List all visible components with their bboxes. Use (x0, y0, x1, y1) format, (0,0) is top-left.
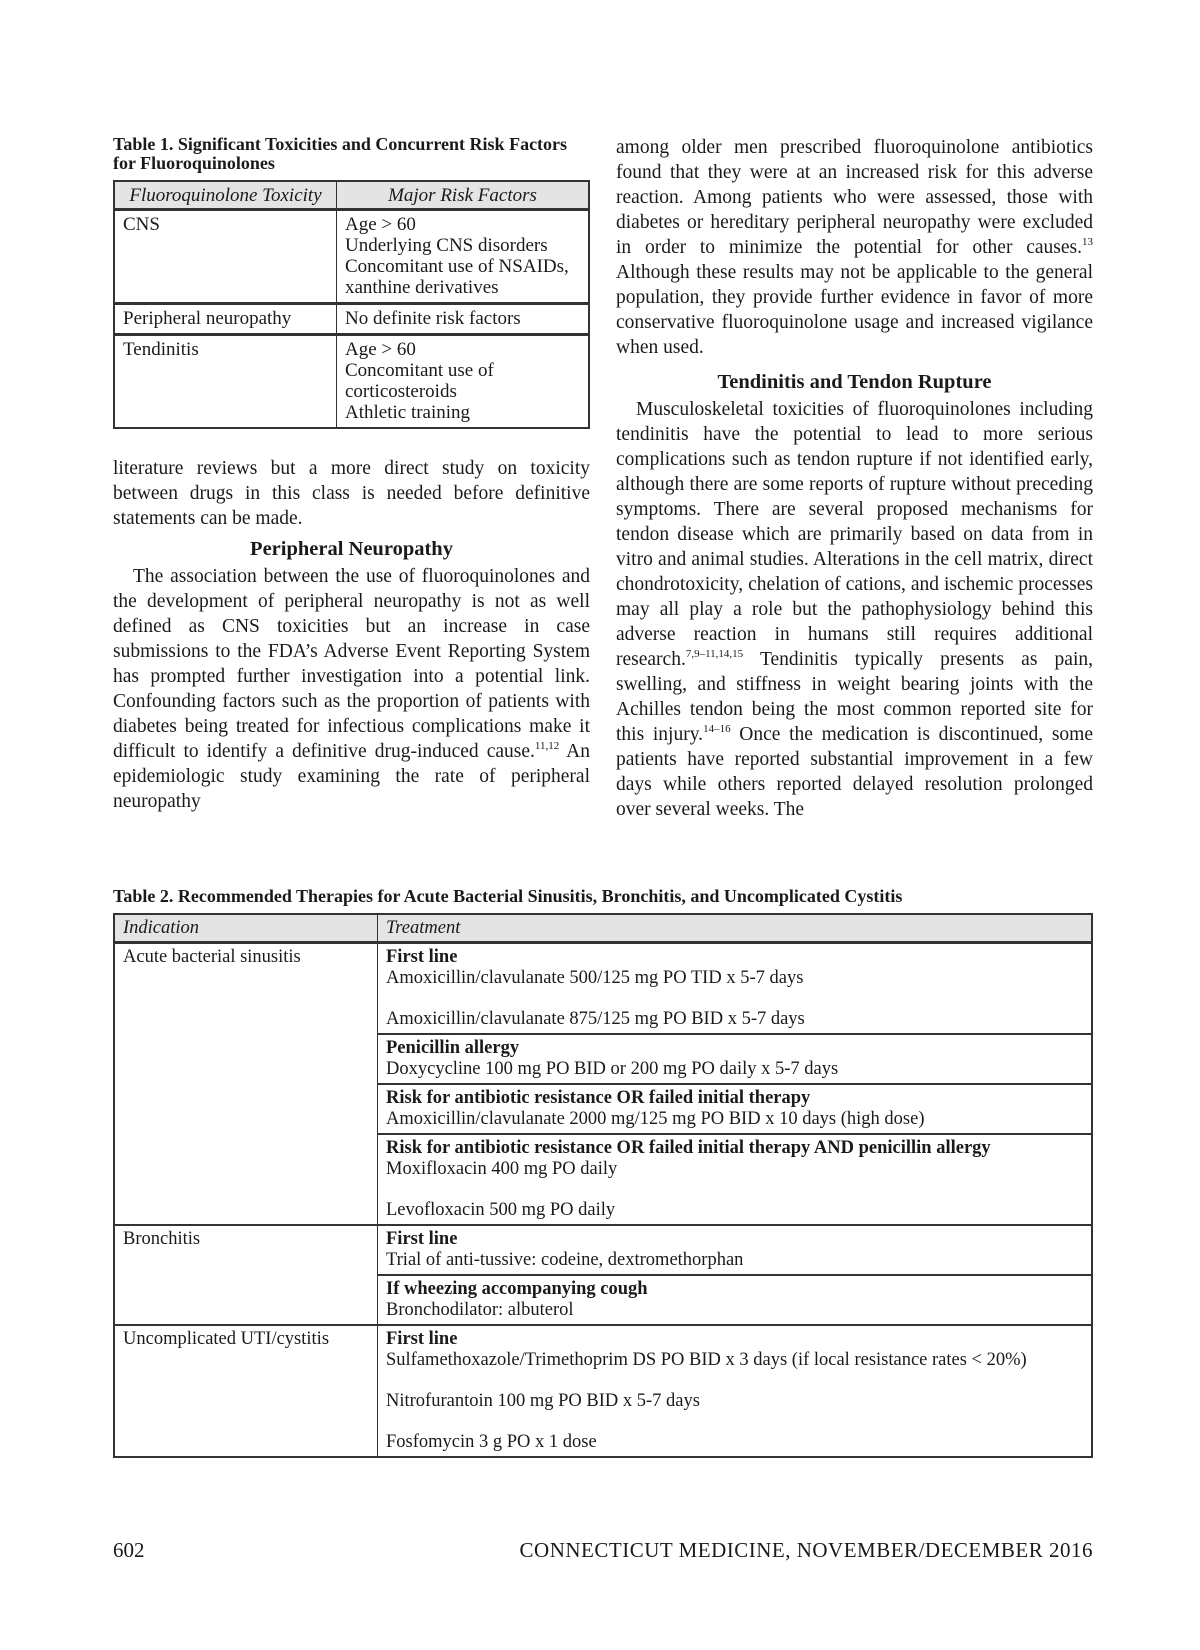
risk-factor: Underlying CNS disorders (345, 235, 548, 256)
table2-caption: Table 2. Recommended Therapies for Acute Bacterial Sinusitis, Bronchitis, and Uncomplicated Cystitis (113, 886, 903, 906)
treatment-line: Bronchodilator: albuterol (386, 1300, 574, 1320)
treatment-line: Nitrofurantoin 100 mg PO BID x 5-7 days (386, 1391, 700, 1411)
citation-ref: 14–16 (703, 722, 731, 735)
section-heading-peripheral-neuropathy: Peripheral Neuropathy (250, 538, 453, 560)
citation-ref: 11,12 (534, 739, 560, 752)
body-paragraph: The association between the use of fluoroquinolones and the development of peripheral neuropathy is not as well defined as CNS toxicities but an increase in case submissions to the FDA’s Adverse Event Reporting System has prompted further investigation into a potential link. Confounding factors such as the proportion of patients with diabetes being treated for infectious complications make it difficult to identify a definitive drug-induced cause.$^{11,12}$ An epidemiologic study examining the rate of peripheral neuropathy (113, 566, 590, 812)
treatment-group (378, 1225, 1093, 1275)
citation-ref: 7,9–11,14,15 (685, 647, 744, 660)
table2 (113, 913, 1093, 1458)
section-heading-tendinitis: Tendinitis and Tendon Rupture (717, 371, 992, 393)
risk-factor: Age > 60 (345, 339, 416, 360)
treatment-line: Levofloxacin 500 mg PO daily (386, 1200, 616, 1220)
treatment-group (378, 1325, 1093, 1457)
table-row (114, 335, 589, 429)
treatment-line: Doxycycline 100 mg PO BID or 200 mg PO daily x 5-7 days (386, 1059, 839, 1079)
page-footer (113, 1538, 1093, 1568)
table1-header-risk-factors: Major Risk Factors (337, 181, 590, 210)
body-paragraph: Musculoskeletal toxicities of fluoroquinolones including tendinitis have the potential to lead to more serious complications such as tendon rupture if not identified early, although there are some reports of rupture without preceding symptoms. There are several proposed mechanisms for tendon disease which are primarily based on data from in vitro and animal studies. Alterations in the cell matrix, direct chondrotoxicity, chelation of cations, and ischemic processes may all play a role but the pathophysiology behind this adverse reaction in humans still requires additional research.$^{7,9-11,14,15}$ Tendinitis typically presents as pain, swelling, and stiffness in weight bearing joints with the Achilles tendon being the most common reported site for this injury.$^{14-16}$ Once the medication is discontinued, some patients have reported substantial improvement in a few days while others reported delayed resolution prolonged over several weeks. The (616, 399, 1093, 820)
table1-toxicity-cell: Tendinitis (114, 335, 337, 429)
table1-toxicity-cell: CNS (114, 210, 337, 304)
page-number: 602 (113, 1538, 145, 1562)
risk-factor: Age > 60 (345, 214, 416, 235)
table2-header-indication: Indication (114, 914, 378, 943)
table1-toxicity-cell: Peripheral neuropathy (114, 304, 337, 335)
treatment-line: Moxifloxacin 400 mg PO daily (386, 1159, 618, 1179)
risk-factor: Athletic training (345, 402, 471, 423)
table1-header-toxicity: Fluoroquinolone Toxicity (114, 181, 337, 210)
treatment-group (378, 1084, 1093, 1134)
treatment-group-title: Penicillin allergy (386, 1038, 520, 1058)
indication-cell: Acute bacterial sinusitis (114, 943, 378, 1226)
risk-factor: No definite risk factors (345, 308, 521, 329)
treatment-group-title: First line (386, 947, 458, 967)
treatment-line: Amoxicillin/clavulanate 875/125 mg PO BID x 5-7 days (386, 1009, 805, 1029)
treatment-group (378, 1034, 1093, 1084)
treatment-group-title: Risk for antibiotic resistance OR failed initial therapy (386, 1088, 811, 1108)
table1-risk-cell (337, 335, 590, 429)
treatment-group-title: First line (386, 1229, 458, 1249)
table1-risk-cell (337, 304, 590, 335)
table2-block (113, 887, 1093, 1458)
body-paragraph: literature reviews but a more direct study on toxicity between drugs in this class is needed before definitive statements can be made. (113, 458, 590, 529)
treatment-group (378, 943, 1093, 1035)
risk-factor: Concomitant use of NSAIDs, xanthine derivatives (345, 256, 569, 298)
treatment-line: Amoxicillin/clavulanate 2000 mg/125 mg PO BID x 10 days (high dose) (386, 1109, 925, 1129)
table-row (114, 1225, 1092, 1275)
risk-factor: Concomitant use of corticosteroids (345, 360, 494, 402)
table2-header-treatment: Treatment (378, 914, 1093, 943)
treatment-line: Fosfomycin 3 g PO x 1 dose (386, 1432, 597, 1452)
left-column (113, 135, 590, 814)
table-row (114, 304, 589, 335)
indication-cell: Bronchitis (114, 1225, 378, 1325)
table-row (114, 1325, 1092, 1457)
table1-caption: Table 1. Significant Toxicities and Concurrent Risk Factors for Fluoroquinolones (113, 134, 568, 173)
treatment-group (378, 1134, 1093, 1225)
treatment-group-title: If wheezing accompanying cough (386, 1279, 648, 1299)
indication-cell: Uncomplicated UTI/cystitis (114, 1325, 378, 1457)
treatment-group (378, 1275, 1093, 1325)
treatment-line: Sulfamethoxazole/Trimethoprim DS PO BID x 3 days (if local resistance rates < 20%) (386, 1350, 1027, 1370)
citation-ref: 13 (1082, 235, 1093, 248)
treatment-line: Trial of anti-tussive: codeine, dextromethorphan (386, 1250, 744, 1270)
table1-risk-cell (337, 210, 590, 304)
table-row (114, 943, 1092, 1035)
treatment-group-title: Risk for antibiotic resistance OR failed initial therapy AND penicillin allergy (386, 1138, 991, 1158)
journal-title: CONNECTICUT MEDICINE, NOVEMBER/DECEMBER 2016 (519, 1538, 1093, 1562)
treatment-group-title: First line (386, 1329, 458, 1349)
table-row (114, 210, 589, 304)
treatment-line: Amoxicillin/clavulanate 500/125 mg PO TID x 5-7 days (386, 968, 804, 988)
table1 (113, 180, 590, 429)
body-paragraph: among older men prescribed fluoroquinolone antibiotics found that they were at an increased risk for this adverse reaction. Among patients who were assessed, those with diabetes or hereditary peripheral neuropathy were excluded in order to minimize the potential for other causes.$^{13}$ Although these results may not be applicable to the general population, they provide further evidence in favor of more conservative fluoroquinolone usage and increased vigilance when used. (616, 137, 1093, 358)
right-column (616, 135, 1093, 822)
